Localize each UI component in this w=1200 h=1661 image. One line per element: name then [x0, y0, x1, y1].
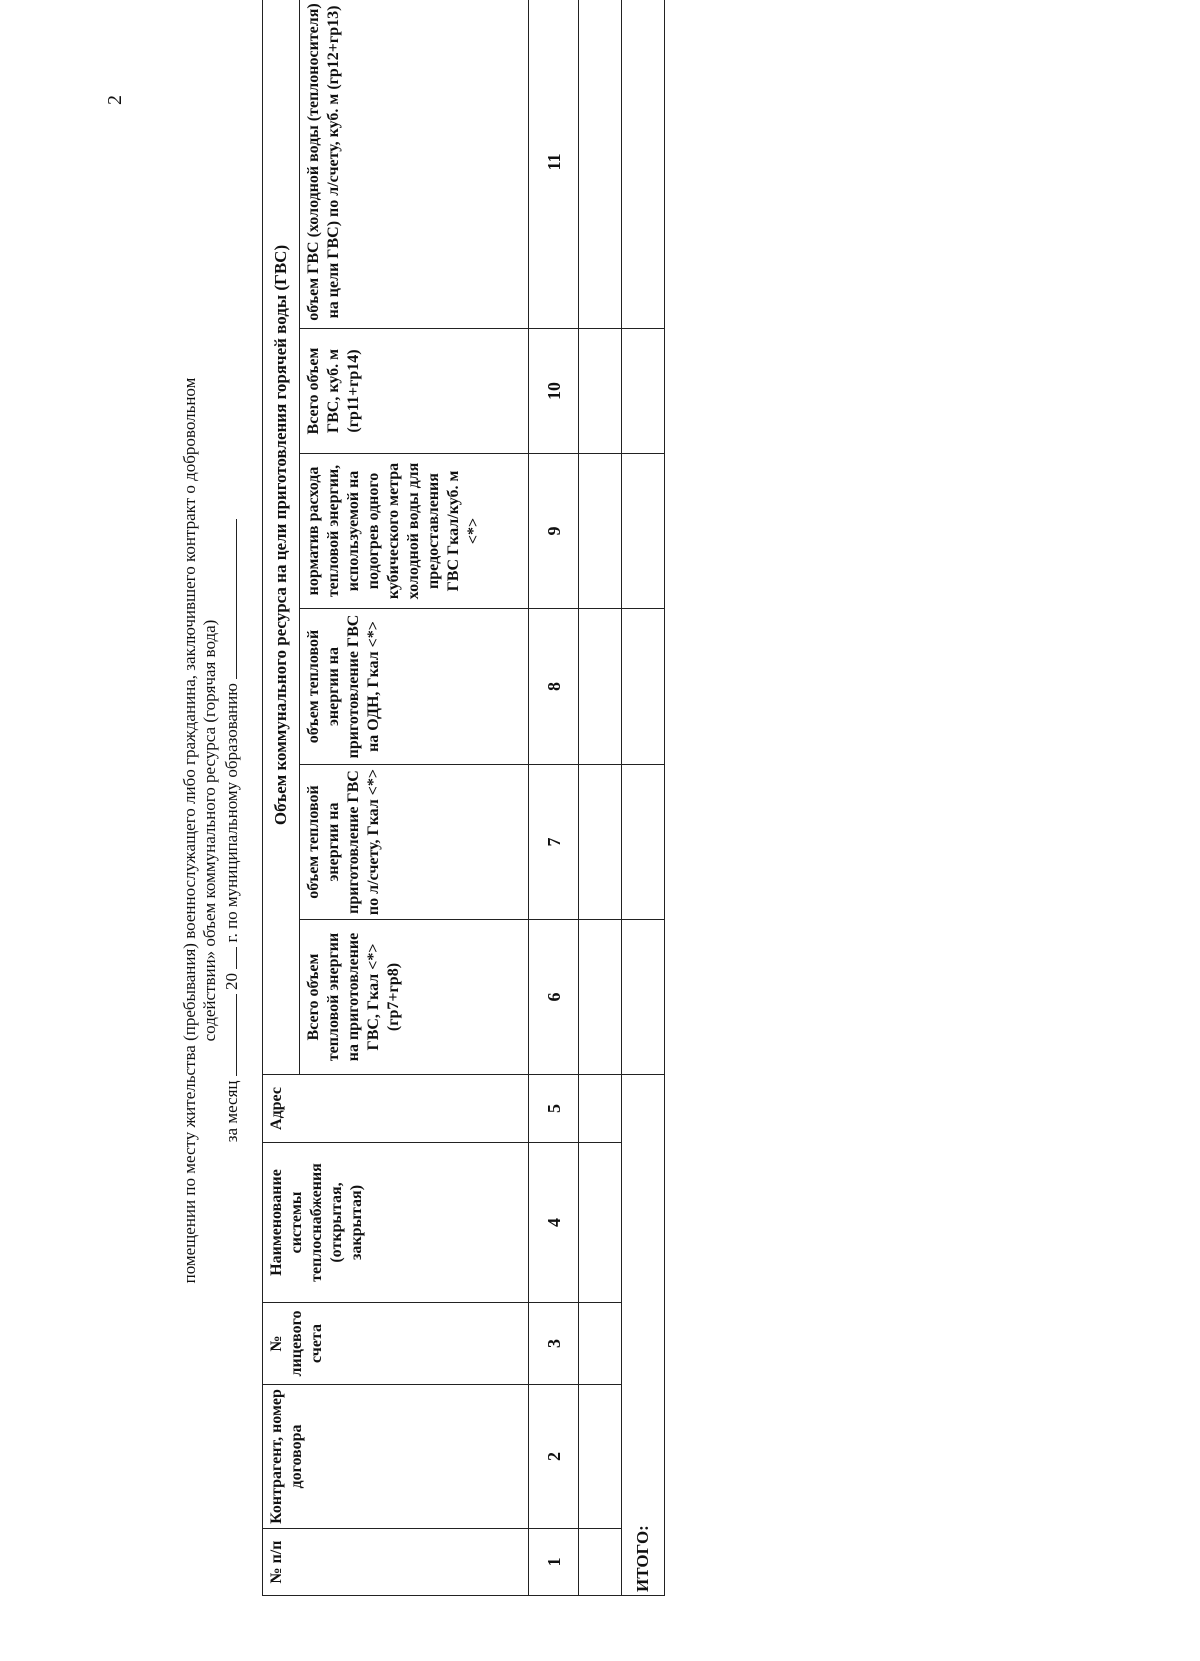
table-cell [579, 1303, 622, 1385]
month-blank [222, 994, 237, 1076]
year-label: 20 [222, 972, 241, 990]
table-row [579, 0, 622, 1596]
table-cell [622, 765, 665, 920]
header-address: Адрес [263, 1075, 529, 1143]
column-number: 4 [529, 1143, 579, 1303]
table-cell [622, 454, 665, 609]
header-account-number: № лицевого счета [263, 1303, 529, 1385]
header-heat-energy-account: объем тепловой энергии на приготовление ГВС по л/счету, Гкал <*> [300, 765, 529, 920]
heading-line-3 [222, 0, 242, 1661]
table-cell [579, 1143, 622, 1303]
table-cell [579, 609, 622, 765]
table-cell [622, 0, 665, 329]
hot-water-volume-table [262, 0, 665, 1596]
header-heating-system: Наименование системы теплоснабжения (открытая, закрытая) [263, 1143, 529, 1303]
total-row [622, 0, 665, 1596]
header-row-number: № п/п [263, 1529, 529, 1596]
table-cell [579, 454, 622, 609]
header-resource-volume-group: Объем коммунального ресурса на цели приготовления горячей воды (ГВС) [263, 0, 300, 1075]
table-cell [622, 329, 665, 454]
table-cell [579, 765, 622, 920]
header-heat-energy-common: объем тепловой энергии на приготовление ГВС на ОДН, Гкал <*> [300, 609, 529, 765]
header-contractor: Контрагент, номер договора [263, 1385, 529, 1529]
table-cell [579, 920, 622, 1075]
heading-line-2: содействии» объем коммунального ресурса (горячая вода) [200, 619, 219, 1042]
table-cell [622, 609, 665, 765]
column-numbers-row [529, 0, 579, 1596]
document-heading [180, 0, 242, 1661]
header-total-hot-water: Всего объем ГВС, куб. м (гр11+гр14) [300, 329, 529, 454]
column-number: 9 [529, 454, 579, 609]
table-cell [622, 920, 665, 1075]
municipality-label: г. по муниципальному образованию [222, 683, 241, 943]
month-label: за месяц [222, 1080, 241, 1143]
heading-line-1: помещении по месту жительства (пребывания) военнослужащего либо гражданина, заключившего контракт о добровольном [180, 377, 199, 1284]
column-number: 3 [529, 1303, 579, 1385]
column-number: 10 [529, 329, 579, 454]
header-hot-water-account: объем ГВС (холодной воды (теплоносителя) на цели ГВС) по л/счету, куб. м (гр12+гр13) [300, 0, 529, 329]
table-cell [579, 1529, 622, 1596]
table-cell [579, 0, 622, 329]
table-header-row-1 [263, 0, 300, 1596]
column-number: 8 [529, 609, 579, 765]
column-number: 7 [529, 765, 579, 920]
total-label: ИТОГО: [622, 1075, 665, 1596]
column-number: 1 [529, 1529, 579, 1596]
year-blank [222, 947, 237, 969]
table-cell [579, 1385, 622, 1529]
table-cell [579, 1075, 622, 1143]
header-total-heat-energy: Всего объем тепловой энергии на приготовление ГВС, Гкал <*> (гр7+гр8) [300, 920, 529, 1075]
header-heat-norm: норматив расхода тепловой энергии, используемой на подогрев одного кубического метра холодной воды для предоставления ГВС Гкал/куб. м <*> [300, 454, 529, 609]
column-number: 2 [529, 1385, 579, 1529]
page-number: 2 [104, 95, 126, 105]
column-number: 11 [529, 0, 579, 329]
column-number: 5 [529, 1075, 579, 1143]
column-number: 6 [529, 920, 579, 1075]
table-cell [579, 329, 622, 454]
municipality-blank [222, 519, 237, 679]
